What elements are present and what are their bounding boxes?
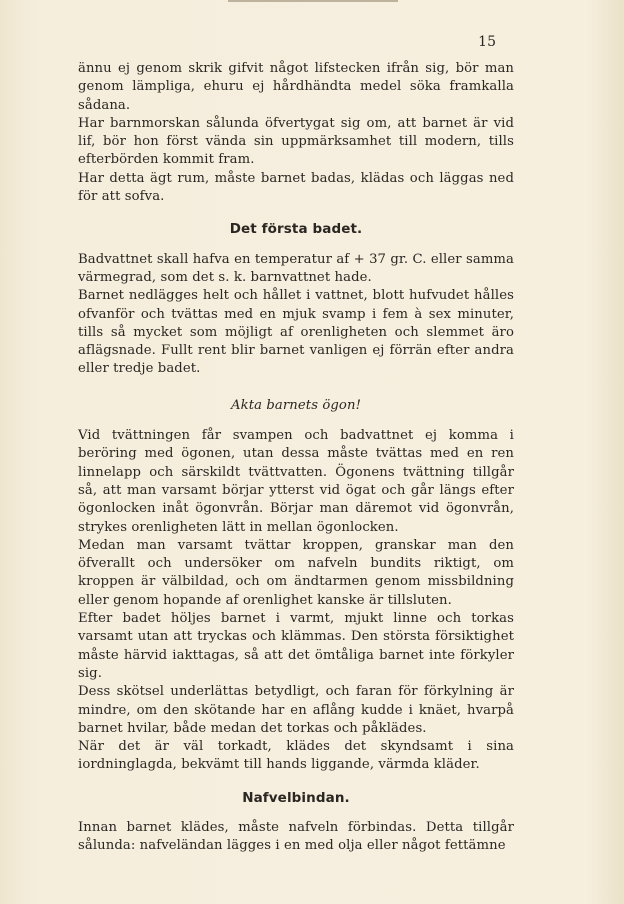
paragraph: Medan man varsamt tvättar kroppen, granskar man den öfverallt och undersöker om nafveln bundits riktigt, om kroppen är välbildad, och om ändtarmen genom missbildning eller genom hopande af orenlighet kanske är tillsluten. (78, 537, 514, 608)
section-heading-navel-bandage: Nafvelbindan. (242, 789, 350, 806)
paragraph: Dess skötsel underlättas betydligt, och faran för förkylning är mindre, om den skötande har en aflång kudde i knäet, hvarpå barnet hvilar, både medan det torkas och påklädes. (78, 684, 514, 736)
text-column (78, 60, 514, 856)
paragraph: Vid tvättningen får svampen och badvattnet ej komma i beröring med ögonen, utan dessa måste tvättas med en ren linnelapp och särskildt tvättvatten. Ögonens tvättning tillgår så, att man varsamt börjar ytterst vid ögat och går längs efter ögonlocken inåt ögonvrån. Börjar man däremot vid ögonvrån, strykes orenligheten lätt in mellan ögonlocken. (78, 428, 514, 535)
paragraph: Innan barnet klädes, måste nafveln förbindas. Detta tillgår sålunda: nafveländan lägges i en med olja eller något fettämne (78, 819, 514, 854)
section-heading-first-bath: Det första badet. (229, 221, 363, 238)
paragraph: När det är väl torkadt, klädes det skyndsamt i sina iordninglagda, bekvämt till hands liggande, värmda kläder. (78, 739, 514, 773)
paragraph-continuation: ännu ej genom skrik gifvit något lifstecken ifrån sig, bör man genom lämpliga, ehuru ej hårdhändta medel söka framkalla sådana. (78, 61, 514, 113)
paragraph: Barnet nedlägges helt och hållet i vattnet, blott hufvudet hålles ofvanför och tvättas med en mjuk svamp i fem à sex minuter, tills så mycket som möjligt af orenligheten och slemmet äro aflägsnade. Fullt rent blir barnet vanligen ej förrän efter andra eller tredje badet. (78, 288, 514, 377)
page-number: 15 (478, 34, 496, 50)
paragraph: Har barnmorskan sålunda öfvertygat sig om, att barnet är vid lif, bör hon först vända sin uppmärksamhet till modern, tills efterbörden kommit fram. (78, 115, 514, 168)
paragraph: Har detta ägt rum, måste barnet badas, klädas och läggas ned för att sofva. (78, 170, 514, 205)
paragraph: Badvattnet skall hafva en temperatur af + 37 gr. C. eller samma värmegrad, som det s. k. barnvattnet hade. (78, 251, 514, 285)
top-rule (228, 0, 398, 2)
paragraph: Efter badet höljes barnet i varmt, mjukt linne och torkas varsamt utan att tryckas och klämmas. Den största försiktighet måste härvid iakttagas, så att det ömtåliga barnet inte förkyler sig. (78, 611, 514, 681)
italic-subheading-eyes: Akta barnets ögon! (231, 397, 361, 413)
